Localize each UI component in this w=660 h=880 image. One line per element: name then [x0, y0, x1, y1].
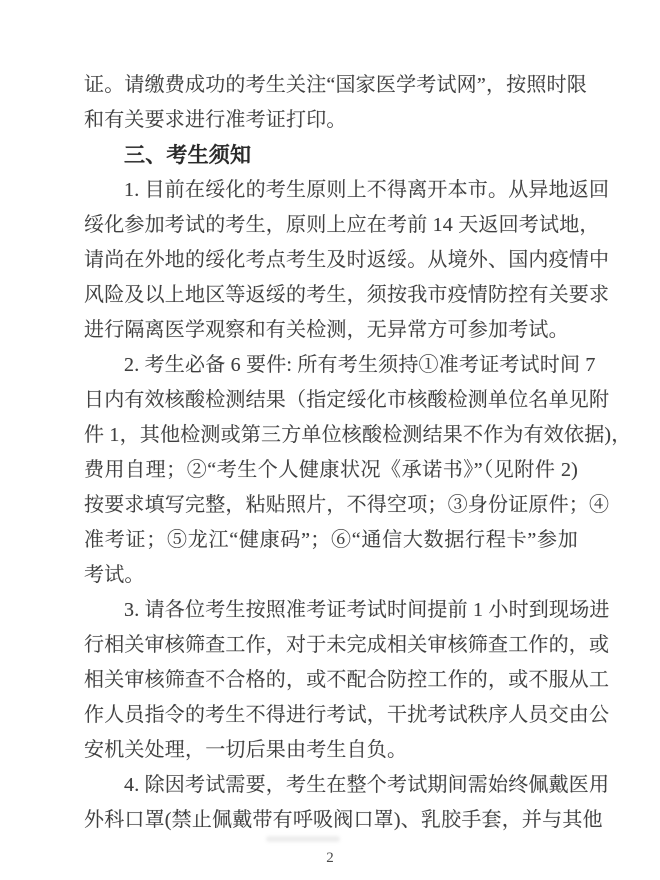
document-text-block — [84, 68, 632, 838]
scan-smudge-artifact — [266, 836, 340, 842]
text-line: 作人员指令的考生不得进行考试，干扰考试秩序人员交由公 — [84, 704, 610, 726]
text-line: 准考证；⑤龙江“健康码”；⑥“通信大数据行程卡”参加 — [84, 529, 578, 551]
text-line: 考试。 — [84, 564, 145, 586]
text-line: 1. 目前在绥化的考生原则上不得离开本市。从异地返回 — [124, 179, 610, 201]
paragraph-intro-continuation — [84, 68, 587, 138]
text-line: 2. 考生必备 6 要件: 所有考生须持①准考证考试时间 7 — [124, 354, 596, 376]
notice-section-heading — [84, 138, 578, 173]
text-line: 按要求填写完整，粘贴照片，不得空项；③身份证原件；④ — [84, 494, 610, 516]
notice-item-2 — [84, 348, 632, 593]
text-line: 风险及以上地区等返绥的考生，须按我市疫情防控有关要求 — [84, 284, 610, 306]
page-number: 2 — [326, 850, 334, 866]
notice-item-4 — [84, 768, 610, 838]
text-line: 绥化参加考试的考生，原则上应在考前 14 天返回考试地， — [84, 214, 600, 236]
text-line: 件 1，其他检测或第三方单位核酸检测结果不作为有效依据)， — [84, 424, 632, 446]
text-line: 日内有效核酸检测结果（指定绥化市核酸检测单位名单见附 — [84, 389, 610, 411]
text-line: 进行隔离医学观察和有关检测，无异常方可参加考试。 — [84, 319, 569, 341]
text-line: 请尚在外地的绥化考点考生及时返绥。从境外、国内疫情中 — [84, 249, 610, 271]
notice-item-1 — [84, 173, 610, 348]
text-line: 外科口罩(禁止佩戴带有呼吸阀口罩)、乳胶手套，并与其他 — [84, 809, 603, 831]
text-line: 3. 请各位考生按照准考证考试时间提前 1 小时到现场进 — [124, 599, 610, 621]
section-heading-text: 三、考生须知 — [124, 144, 252, 167]
text-line: 行相关审核筛查工作，对于未完成相关审核筛查工作的，或 — [84, 634, 610, 656]
text-line: 证。请缴费成功的考生关注“国家医学考试网”，按照时限 — [84, 74, 587, 96]
text-line: 费用自理；②“考生个人健康状况《承诺书》”（见附件 2) — [84, 459, 578, 481]
notice-item-3 — [84, 593, 610, 768]
text-line: 4. 除因考试需要，考生在整个考试期间需始终佩戴医用 — [124, 774, 610, 796]
text-line: 安机关处理，一切后果由考生自负。 — [84, 739, 408, 761]
text-line: 和有关要求进行准考证打印。 — [84, 109, 347, 131]
text-line: 相关审核筛查不合格的，或不配合防控工作的，或不服从工 — [84, 669, 610, 691]
